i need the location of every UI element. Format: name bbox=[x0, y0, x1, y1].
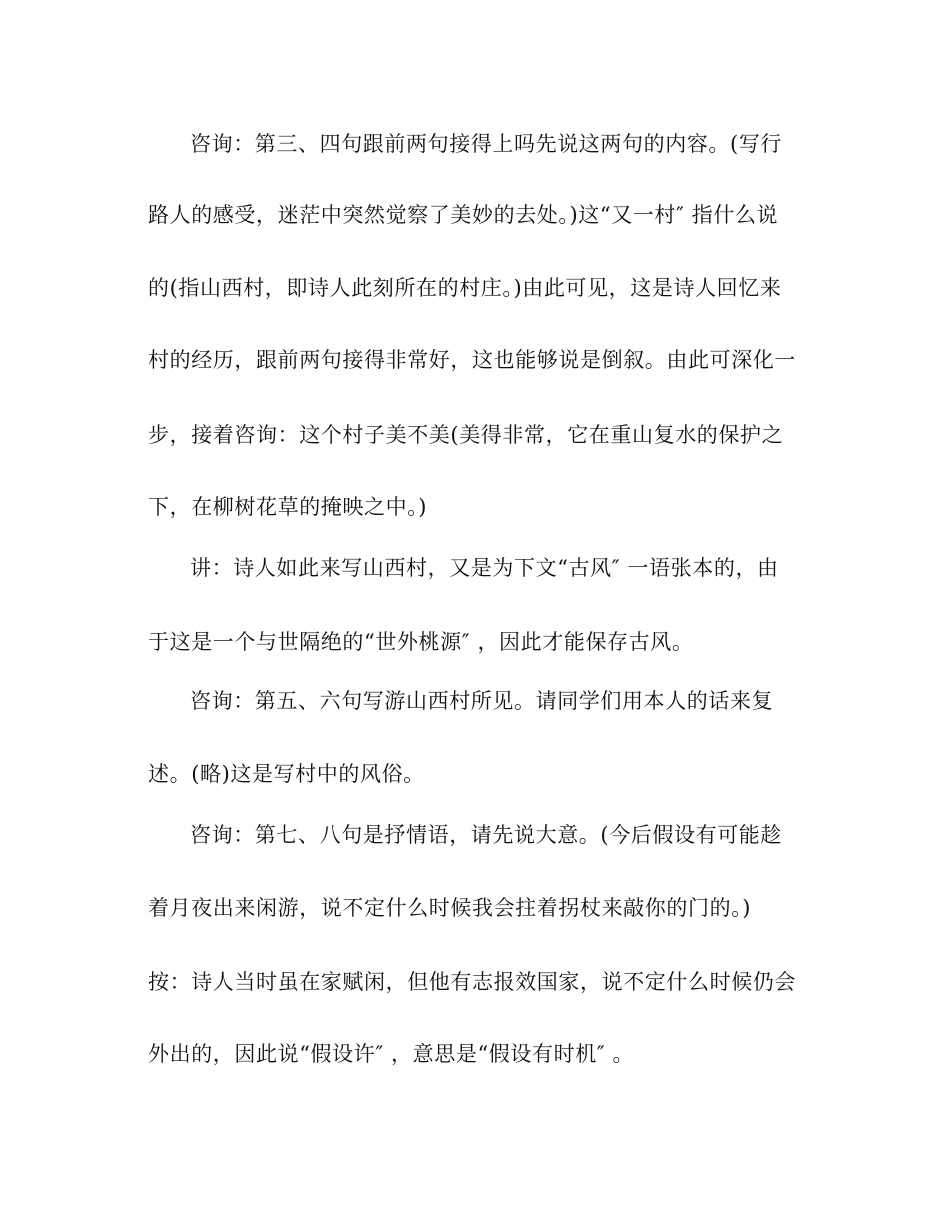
text-line-9: 咨询：第五、六句写游山西村所见。请同学们用本人的话来复 bbox=[190, 689, 774, 713]
text-line-5: 步，接着咨询：这个村子美不美(美得非常，它在重山复水的保护之 bbox=[148, 423, 784, 447]
text-line-8: 于这是一个与世隔绝的“世外桃源″ ，因此才能保存古风。 bbox=[148, 630, 694, 654]
text-line-4: 村的经历，跟前两句接得非常好，这也能够说是倒叙。由此可深化一 bbox=[148, 348, 796, 372]
text-line-10: 述。(略)这是写村中的风俗。 bbox=[148, 762, 425, 786]
text-line-2: 路人的感受，迷茫中突然觉察了美妙的去处。)这“又一村″ 指什么说 bbox=[148, 203, 779, 227]
text-line-13: 按：诗人当时虽在家赋闲，但他有志报效国家，说不定什么时候仍会 bbox=[148, 970, 796, 994]
text-line-11: 咨询：第七、八句是抒情语，请先说大意。(今后假设有可能趁 bbox=[190, 823, 782, 847]
text-line-1: 咨询：第三、四句跟前两句接得上吗先说这两句的内容。(写行 bbox=[190, 132, 782, 156]
text-line-6: 下，在柳树花草的掩映之中。) bbox=[148, 495, 428, 519]
text-line-14: 外出的，因此说“假设许″ ，意思是“假设有时机″ 。 bbox=[148, 1042, 635, 1066]
text-line-3: 的(指山西村，即诗人此刻所在的村庄。)由此可见，这是诗人回忆来 bbox=[148, 276, 782, 300]
text-line-7: 讲：诗人如此来写山西村，又是为下文“古风″ 一语张本的，由 bbox=[190, 556, 779, 580]
text-line-12: 着月夜出来闲游，说不定什么时候我会拄着拐杖来敲你的门的。) bbox=[148, 896, 752, 920]
